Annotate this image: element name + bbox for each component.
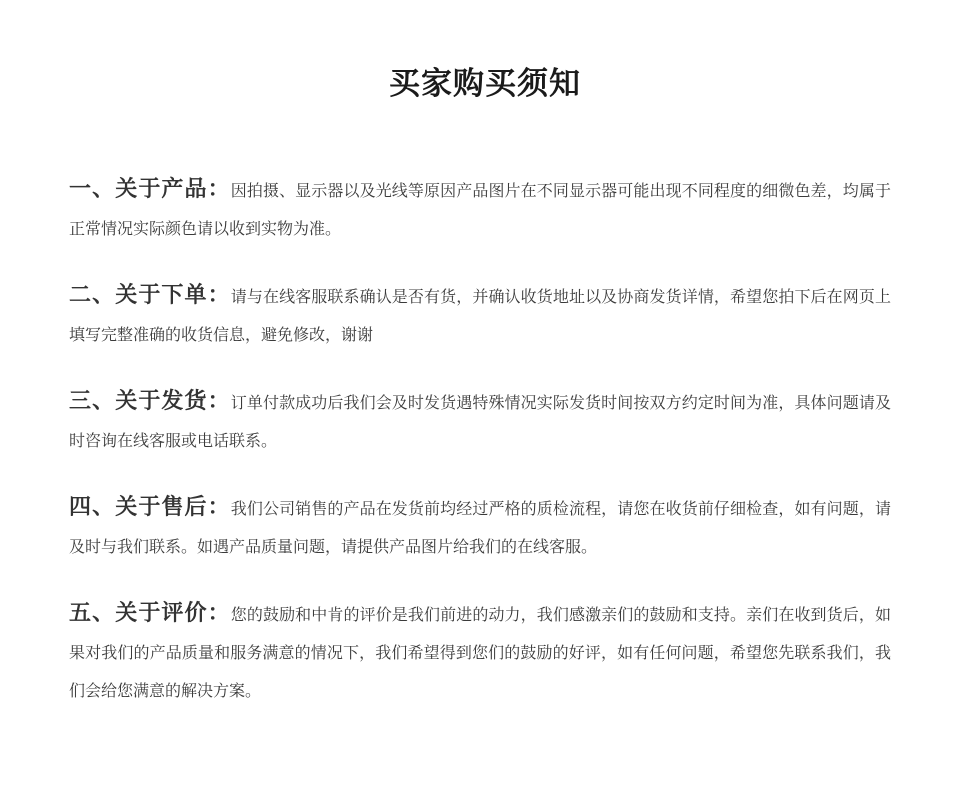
section-after-sales [69, 489, 891, 566]
section-heading: 一、关于产品： [69, 177, 231, 202]
section-body: 我们公司销售的产品在发货前均经过严格的质检流程，请您在收货前仔细检查，如有问题，请及时与我们联系。如遇产品质量问题，请提供产品图片给我们的在线客服。 [69, 499, 891, 556]
section-heading: 二、关于下单： [69, 283, 231, 308]
section-shipping [69, 383, 891, 460]
section-heading: 四、关于售后： [69, 495, 231, 520]
section-body: 请与在线客服联系确认是否有货，并确认收货地址以及协商发货详情，希望您拍下后在网页上填写完整准确的收货信息，避免修改，谢谢 [69, 287, 891, 344]
section-body: 订单付款成功后我们会及时发货遇特殊情况实际发货时间按双方约定时间为准，具体问题请及时咨询在线客服或电话联系。 [69, 393, 891, 450]
section-heading: 五、关于评价： [69, 601, 231, 626]
section-heading: 三、关于发货： [69, 389, 231, 414]
section-review [69, 595, 891, 710]
section-body: 因拍摄、显示器以及光线等原因产品图片在不同显示器可能出现不同程度的细微色差，均属于正常情况实际颜色请以收到实物为准。 [69, 181, 891, 238]
section-body: 您的鼓励和中肯的评价是我们前进的动力，我们感激亲们的鼓励和支持。亲们在收到货后，如果对我们的产品质量和服务满意的情况下，我们希望得到您们的鼓励的好评，如有任何问题，希望您先联系我们，我们会给您满意的解决方案。 [69, 605, 891, 700]
notice-sections [69, 171, 891, 739]
page-title: 买家购买须知 [389, 66, 581, 102]
section-product [69, 171, 891, 248]
section-order [69, 277, 891, 354]
